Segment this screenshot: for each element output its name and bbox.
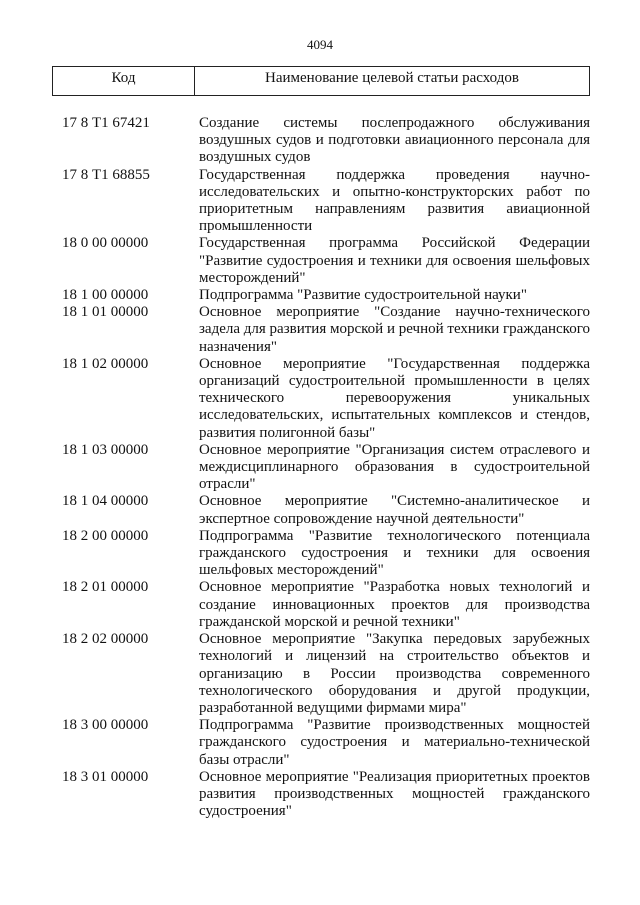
row-code: 18 1 03 00000 <box>62 441 149 458</box>
row-code: 18 1 01 00000 <box>62 304 149 321</box>
table-row <box>62 442 590 494</box>
row-code: 18 3 00 00000 <box>62 717 149 734</box>
row-name: Основное мероприятие "Реализация приоритетных проектов развития производственных мощностей гражданского судостроения" <box>199 768 590 820</box>
row-name: Основное мероприятие "Государственная поддержка организаций судостроительной промышленности в целях технического перевооружения уникальных исследовательских, испытательных комплексов и стендов, развития полигонной базы" <box>199 355 590 441</box>
row-code: 17 8 Т1 68855 <box>62 166 150 183</box>
table-row <box>62 528 590 580</box>
row-code: 18 2 01 00000 <box>62 579 149 596</box>
table-row <box>62 769 590 821</box>
row-name: Основное мероприятие "Организация систем отраслевого и междисциплинарного образования в судостроительной отрасли" <box>199 441 590 493</box>
row-name: Основное мероприятие "Разработка новых технологий и создание инновационных проектов для производства гражданской морской и речной техники" <box>199 579 590 630</box>
row-name: Государственная программа Российской Федерации "Развитие судостроения и техники для освоения шельфовых месторождений" <box>199 235 590 286</box>
table-row <box>62 115 590 167</box>
table-row <box>62 167 590 236</box>
page-number: 4094 <box>307 37 333 52</box>
row-code: 17 8 Т1 67421 <box>62 115 150 131</box>
row-code: 18 1 04 00000 <box>62 493 149 510</box>
table-row <box>62 304 590 356</box>
row-code: 18 1 00 00000 <box>62 287 149 304</box>
table-row <box>62 579 590 631</box>
row-name: Подпрограмма "Развитие производственных мощностей гражданского судостроения и материально-технической базы отрасли" <box>199 717 590 768</box>
row-code: 18 2 02 00000 <box>62 631 149 648</box>
table-body <box>62 115 590 820</box>
row-name: Основное мероприятие "Создание научно-технического задела для развития морской и речной техники гражданского назначения" <box>199 304 590 355</box>
column-header-code: Код <box>53 67 195 95</box>
table-row <box>62 717 590 769</box>
table-row <box>62 631 590 717</box>
table-row <box>62 287 590 304</box>
row-name: Подпрограмма "Развитие судостроительной науки" <box>199 287 527 304</box>
row-code: 18 3 01 00000 <box>62 768 149 785</box>
row-code: 18 0 00 00000 <box>62 235 149 252</box>
row-code: 18 2 00 00000 <box>62 527 149 544</box>
row-name: Основное мероприятие "Закупка передовых зарубежных технологий и лицензий на строительство объектов и организацию в России производства современного технологического оборудования и другой продукции, разработанной ведущими фирмами мира" <box>199 631 590 716</box>
row-name: Государственная поддержка проведения научно-исследовательских и опытно-конструкторских работ по приоритетным направлениям развития авиационной промышленности <box>199 166 590 235</box>
table-row <box>62 493 590 527</box>
column-header-name: Наименование целевой статьи расходов <box>265 70 519 86</box>
row-name: Подпрограмма "Развитие технологического потенциала гражданского судостроения и техники для освоения шельфовых месторождений" <box>199 527 590 579</box>
table-row <box>62 356 590 442</box>
table-row <box>62 235 590 287</box>
table-header <box>52 66 590 96</box>
row-name: Создание системы послепродажного обслуживания воздушных судов и подготовки авиационного персонала для воздушных судов <box>199 115 590 166</box>
row-code: 18 1 02 00000 <box>62 355 149 372</box>
row-name: Основное мероприятие "Системно-аналитическое и экспертное сопровождение научной деятельности" <box>199 493 590 527</box>
